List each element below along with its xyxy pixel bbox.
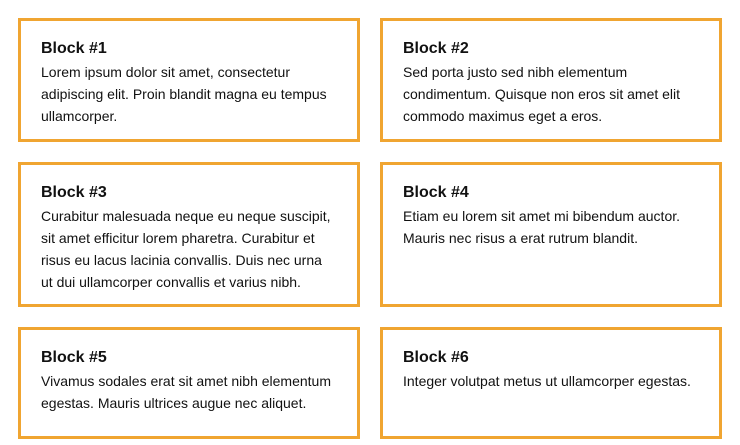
- block-title: Block #4: [403, 184, 469, 201]
- block-text: Integer volutpat metus ut ullamcorper egestas.: [403, 373, 691, 389]
- block-card-4: [380, 162, 722, 307]
- block-card-1: [18, 18, 360, 142]
- block-text: Curabitur malesuada neque eu neque suscipit, sit amet efficitur lorem pharetra. Curabitur et risus eu lacus lacinia convallis. Duis nec urna ut dui ullamcorper convallis et varius nibh.: [41, 208, 331, 290]
- block-text: Etiam eu lorem sit amet mi bibendum auctor. Mauris nec risus a erat rutrum blandit.: [403, 208, 681, 246]
- block-card-3: [18, 162, 360, 307]
- block-title: Block #2: [403, 40, 469, 57]
- block-card-6: [380, 327, 722, 439]
- block-text: Lorem ipsum dolor sit amet, consectetur adipiscing elit. Proin blandit magna eu tempus ullamcorper.: [41, 64, 327, 124]
- block-title: Block #6: [403, 349, 469, 366]
- block-text: Vivamus sodales erat sit amet nibh elementum egestas. Mauris ultrices augue nec aliquet.: [41, 373, 331, 411]
- block-title: Block #1: [41, 40, 107, 57]
- block-text: Sed porta justo sed nibh elementum condimentum. Quisque non eros sit amet elit commodo maximus eget a eros.: [403, 64, 681, 124]
- block-card-5: [18, 327, 360, 439]
- block-card-2: [380, 18, 722, 142]
- block-title: Block #5: [41, 349, 107, 366]
- block-title: Block #3: [41, 184, 107, 201]
- blocks-grid: [18, 18, 722, 439]
